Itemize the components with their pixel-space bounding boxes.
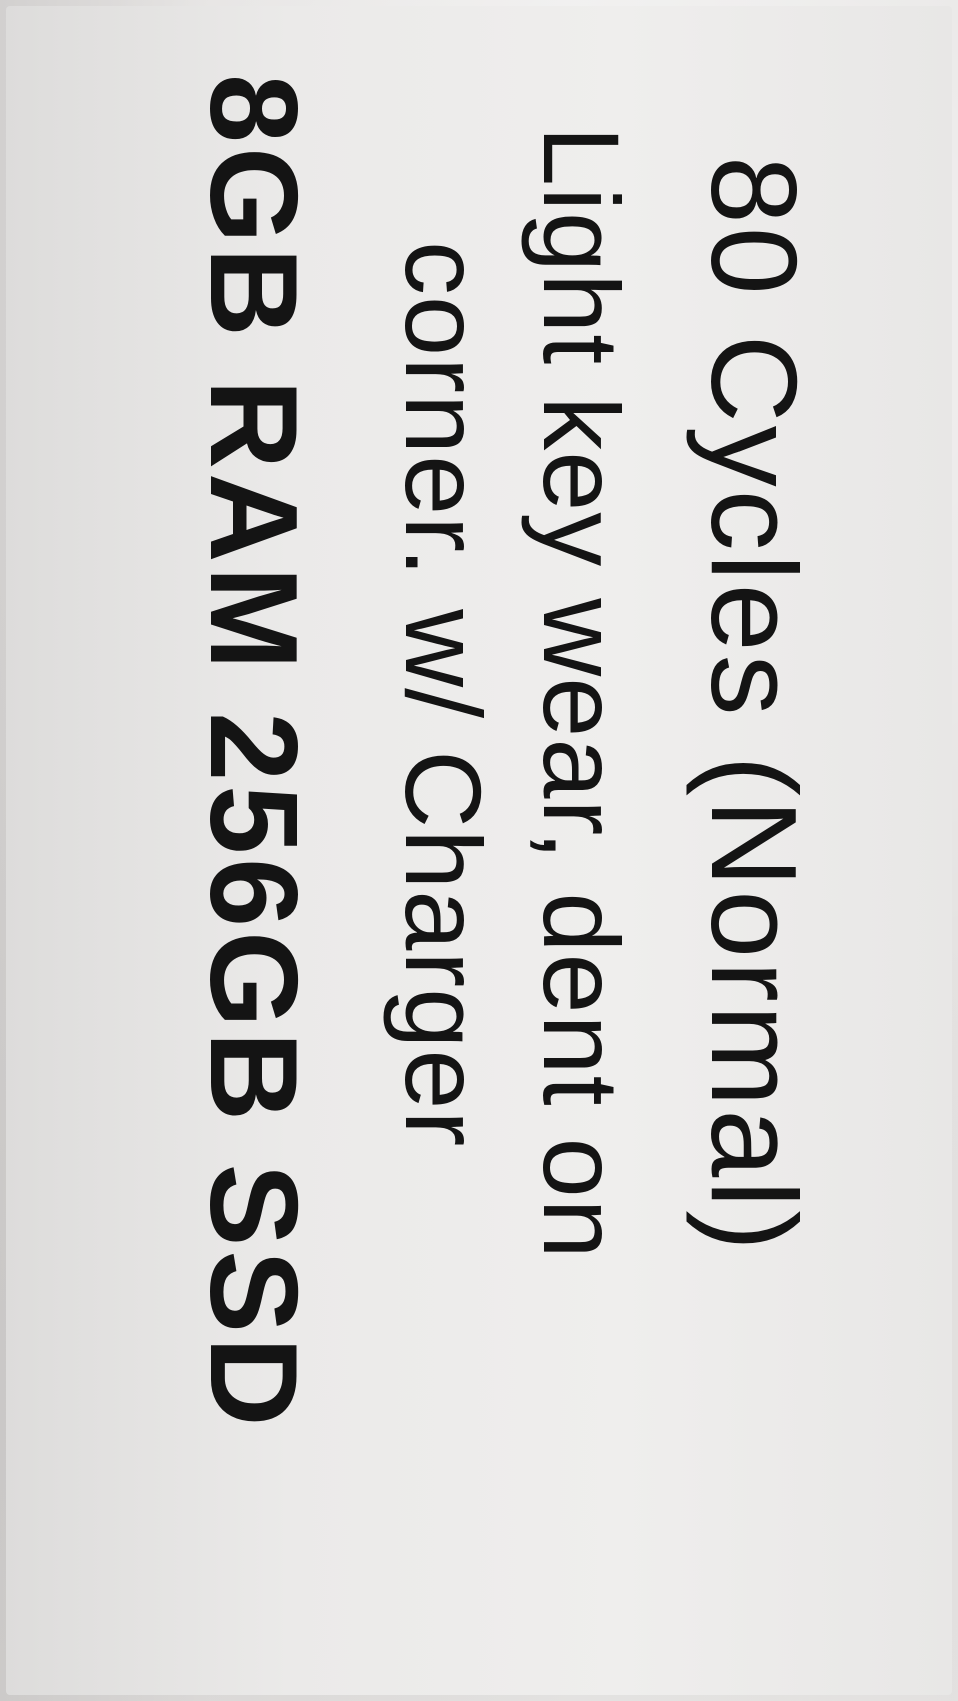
sticker-label <box>6 6 952 1695</box>
label-text-block <box>85 66 885 1646</box>
condition-line-2: corner. w/ Charger <box>383 241 504 1148</box>
condition-line-1: Light key wear, dent on <box>521 126 642 1260</box>
specs-line: 8GB RAM 256GB SSD <box>184 74 322 1431</box>
battery-cycles-line: 80 Cycles (Normal) <box>686 156 822 1254</box>
